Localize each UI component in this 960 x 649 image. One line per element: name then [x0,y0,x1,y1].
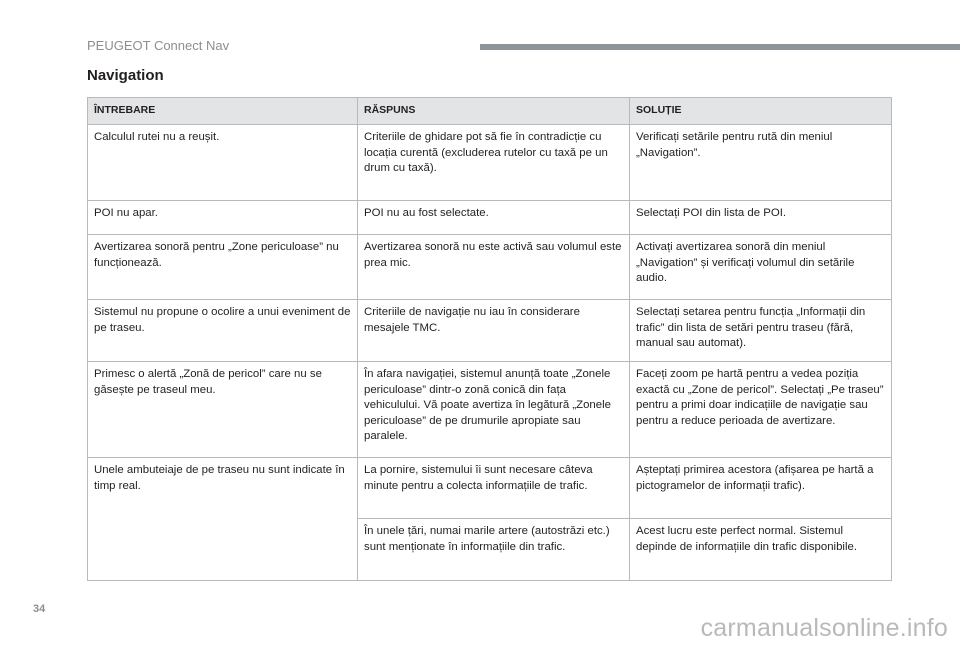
answer-cell: POI nu au fost selectate. [358,201,630,235]
table-row [88,362,892,458]
solution-cell: Faceți zoom pe hartă pentru a vedea poziția exactă cu „Zone de pericol”. Selectați „Pe traseu” pentru a primi doar indicațiile de navigație sau pentru a reduce perioada de avertizare. [630,362,892,458]
table-header-row [88,98,892,125]
solution-cell: Așteptați primirea acestora (afișarea pe hartă a pictogramelor de informații trafic). [630,458,892,519]
answer-cell: În afara navigației, sistemul anunță toate „Zonele periculoase” dintr-o zonă conică din fața vehiculului. Vă poate avertiza în legătură „Zonele periculoase” de pe drumurile apropiate sau paralele. [358,362,630,458]
question-cell: POI nu apar. [88,201,358,235]
table-row [88,458,892,519]
question-cell: Sistemul nu propune o ocolire a unui eveniment de pe traseu. [88,300,358,362]
answer-cell: La pornire, sistemului îi sunt necesare câteva minute pentru a colecta informațiile de trafic. [358,458,630,519]
watermark: carmanualsonline.info [700,614,948,642]
table-row [88,235,892,300]
solution-cell: Activați avertizarea sonoră din meniul „Navigation” și verificați volumul din setările audio. [630,235,892,300]
solution-cell: Verificați setările pentru rută din meniul „Navigation”. [630,125,892,201]
document-title: PEUGEOT Connect Nav [87,38,230,53]
question-cell: Calculul rutei nu a reușit. [88,125,358,201]
question-cell: Primesc o alertă „Zonă de pericol” care nu se găsește pe traseul meu. [88,362,358,458]
header-bar [480,44,960,50]
solution-cell: Selectați setarea pentru funcția „Informații din trafic” din lista de setări pentru traseu (fără, manual sau automat). [630,300,892,362]
answer-cell: Criteriile de navigație nu iau în considerare mesajele TMC. [358,300,630,362]
solution-cell: Acest lucru este perfect normal. Sistemul depinde de informațiile din trafic disponibile. [630,519,892,581]
table-row [88,125,892,201]
section-title: Navigation [87,67,164,84]
header-question: ÎNTREBARE [88,98,358,125]
header-answer: RĂSPUNS [358,98,630,125]
page-number: 34 [33,603,46,615]
answer-cell: Criteriile de ghidare pot să fie în contradicție cu locația curentă (excluderea rutelor cu taxă pe un drum cu taxă). [358,125,630,201]
solution-cell: Selectați POI din lista de POI. [630,201,892,235]
answer-cell: În unele țări, numai marile artere (autostrăzi etc.) sunt menționate în informațiile din trafic. [358,519,630,581]
table-row [88,201,892,235]
header-solution: SOLUȚIE [630,98,892,125]
question-cell: Avertizarea sonoră pentru „Zone periculoase” nu funcționează. [88,235,358,300]
faq-table [87,97,892,581]
answer-cell: Avertizarea sonoră nu este activă sau volumul este prea mic. [358,235,630,300]
table-row [88,300,892,362]
question-cell: Unele ambuteiaje de pe traseu nu sunt indicate în timp real. [88,458,358,581]
